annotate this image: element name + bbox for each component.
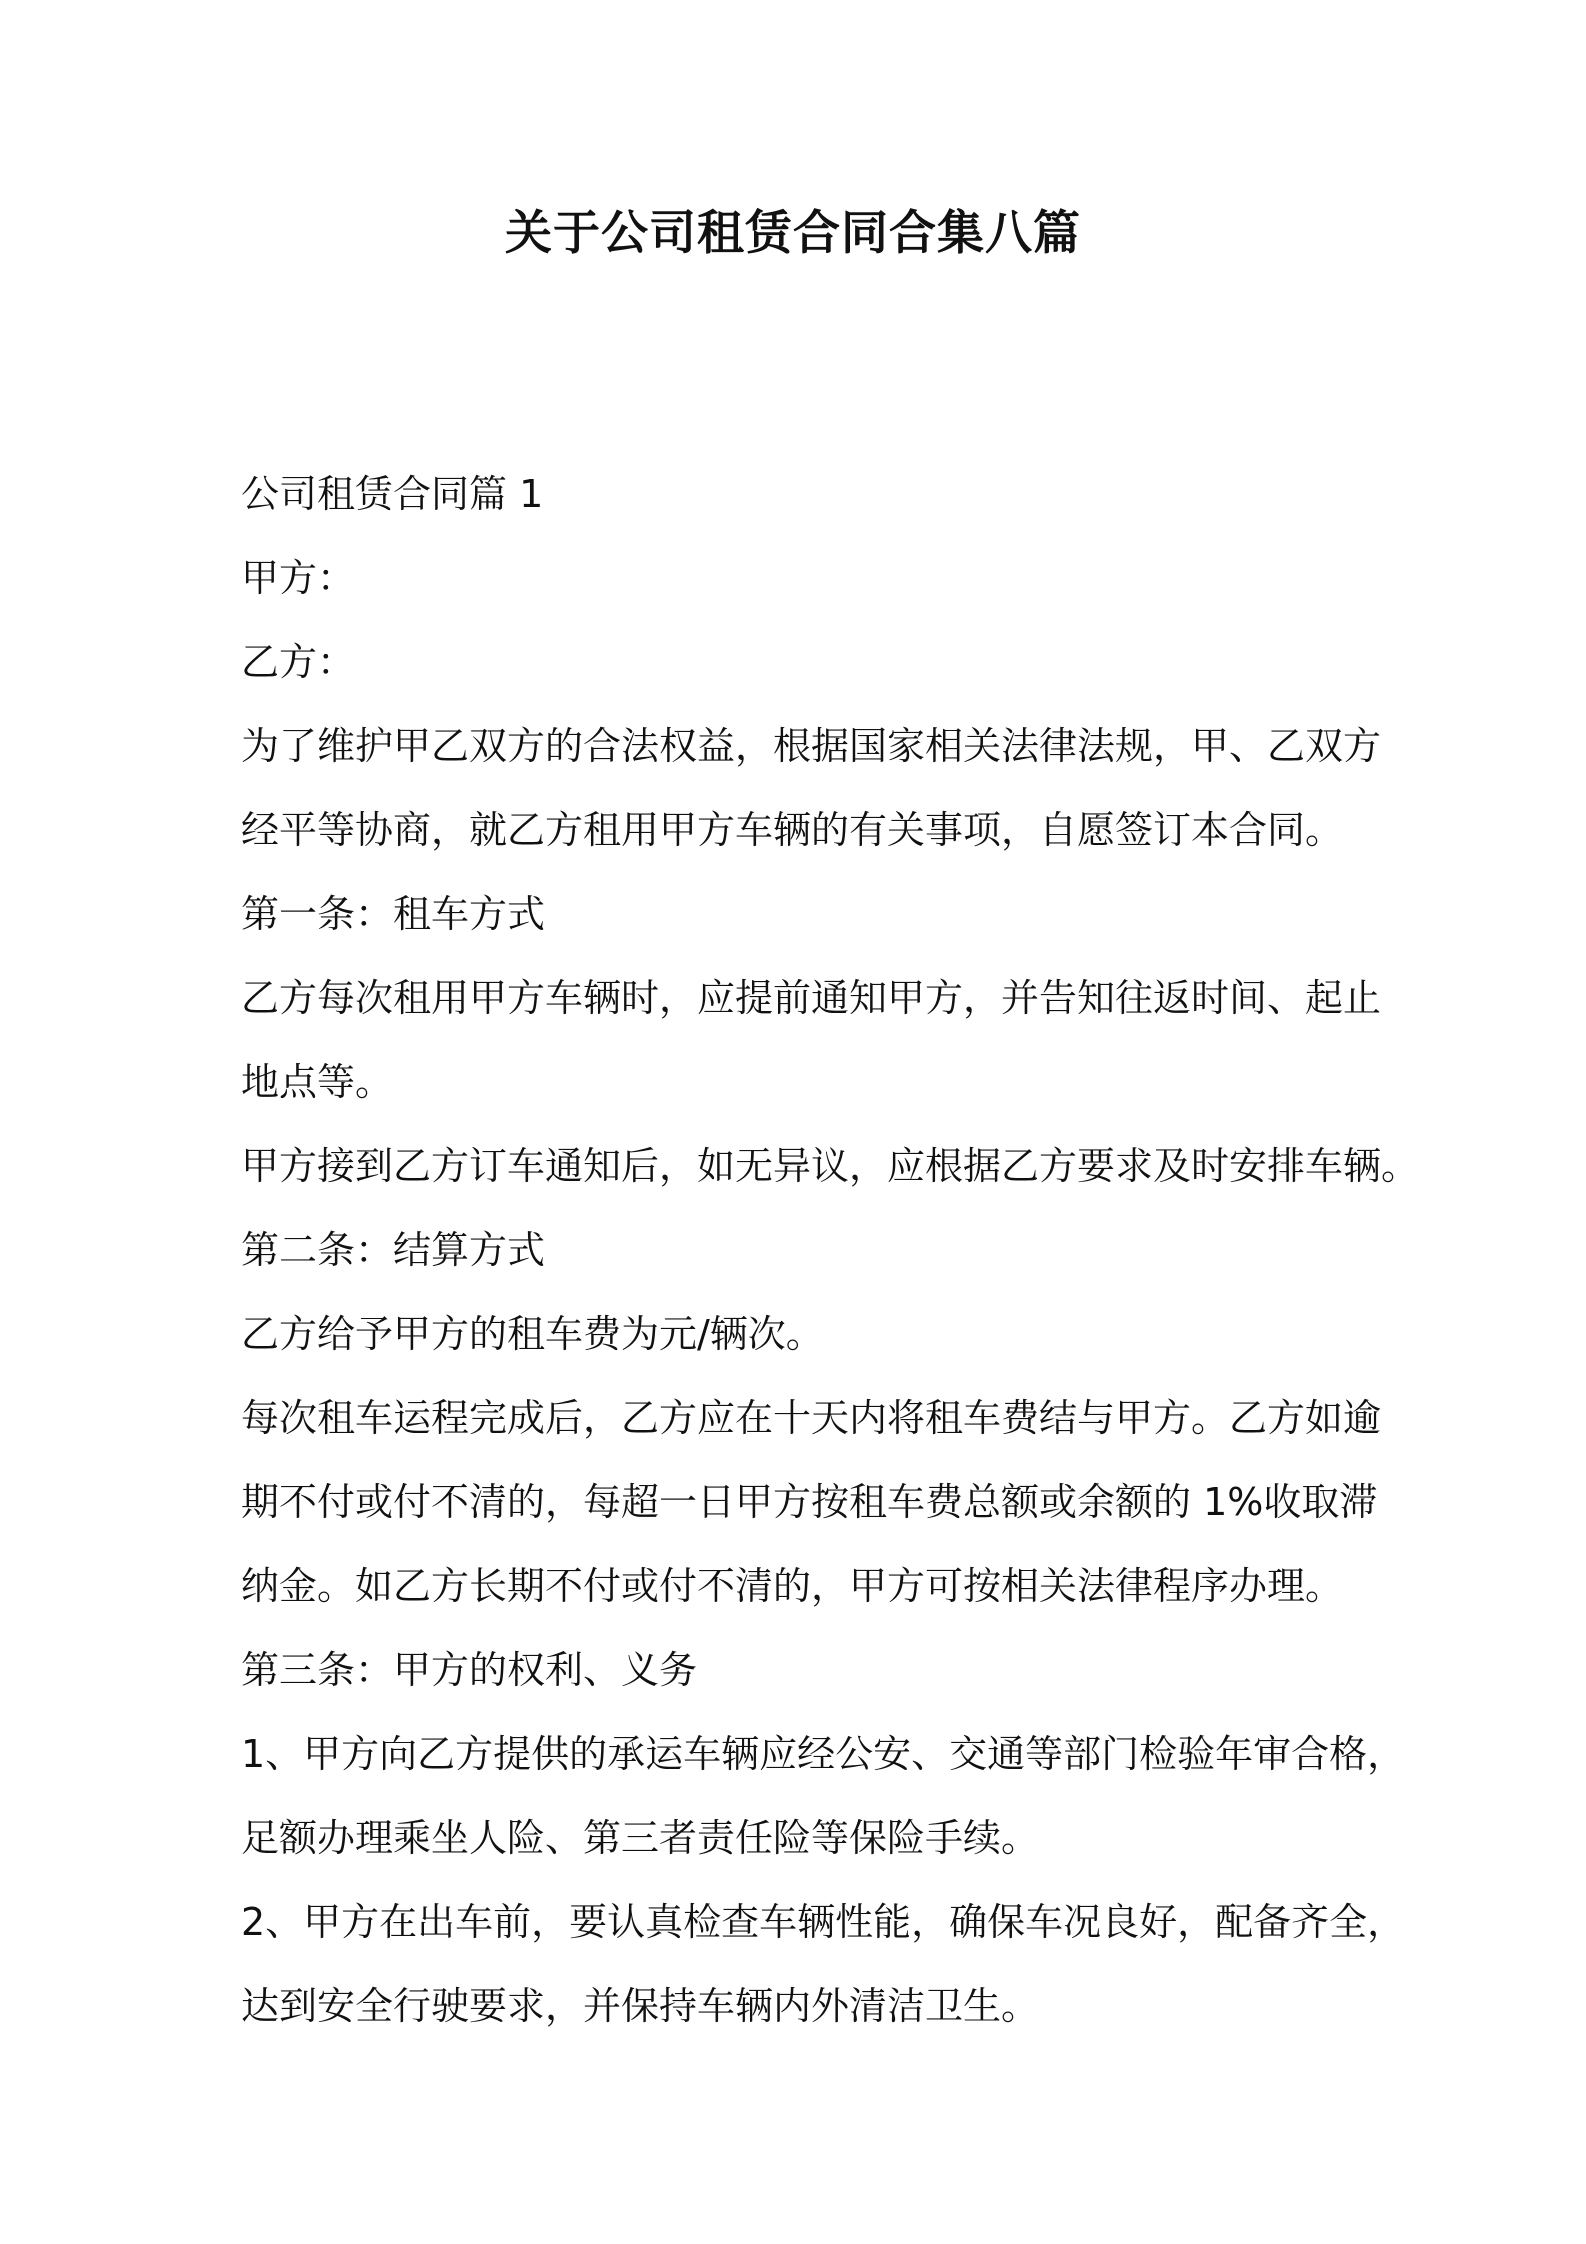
article-heading: 第一条：租车方式 xyxy=(241,892,546,936)
section-heading: 公司租赁合同篇 1 xyxy=(241,472,544,516)
paragraph-line: 达到安全行驶要求，并保持车辆内外清洁卫生。 xyxy=(241,1984,1040,2028)
paragraph-line: 甲方接到乙方订车通知后，如无异议，应根据乙方要求及时安排车辆。 xyxy=(241,1144,1420,1188)
article-heading: 第三条：甲方的权利、义务 xyxy=(241,1648,698,1692)
paragraph-line: 2、甲方在出车前，要认真检查车辆性能，确保车况良好，配备齐全， xyxy=(241,1900,1406,1944)
paragraph-line: 乙方给予甲方的租车费为元/辆次。 xyxy=(241,1312,824,1356)
article-heading: 第二条：结算方式 xyxy=(241,1228,546,1272)
paragraph-line: 乙方每次租用甲方车辆时，应提前通知甲方，并告知往返时间、起止 xyxy=(241,976,1382,1020)
paragraph-line: 期不付或付不清的，每超一日甲方按租车费总额或余额的 1%收取滞 xyxy=(241,1480,1378,1524)
paragraph-line: 足额办理乘坐人险、第三者责任险等保险手续。 xyxy=(241,1816,1040,1860)
party-a-label: 甲方： xyxy=(241,556,356,600)
paragraph-line: 经平等协商，就乙方租用甲方车辆的有关事项，自愿签订本合同。 xyxy=(241,808,1344,852)
document-body xyxy=(241,452,1420,2048)
paragraph-line: 为了维护甲乙双方的合法权益，根据国家相关法律法规，甲、乙双方 xyxy=(241,724,1382,768)
paragraph-line: 地点等。 xyxy=(241,1060,394,1104)
party-b-label: 乙方： xyxy=(241,640,356,684)
paragraph-line: 每次租车运程完成后，乙方应在十天内将租车费结与甲方。乙方如逾 xyxy=(241,1396,1382,1440)
document-title: 关于公司租赁合同合集八篇 xyxy=(505,206,1081,261)
paragraph-line: 纳金。如乙方长期不付或付不清的，甲方可按相关法律程序办理。 xyxy=(241,1564,1344,1608)
paragraph-line: 1、甲方向乙方提供的承运车辆应经公安、交通等部门检验年审合格， xyxy=(241,1732,1406,1776)
